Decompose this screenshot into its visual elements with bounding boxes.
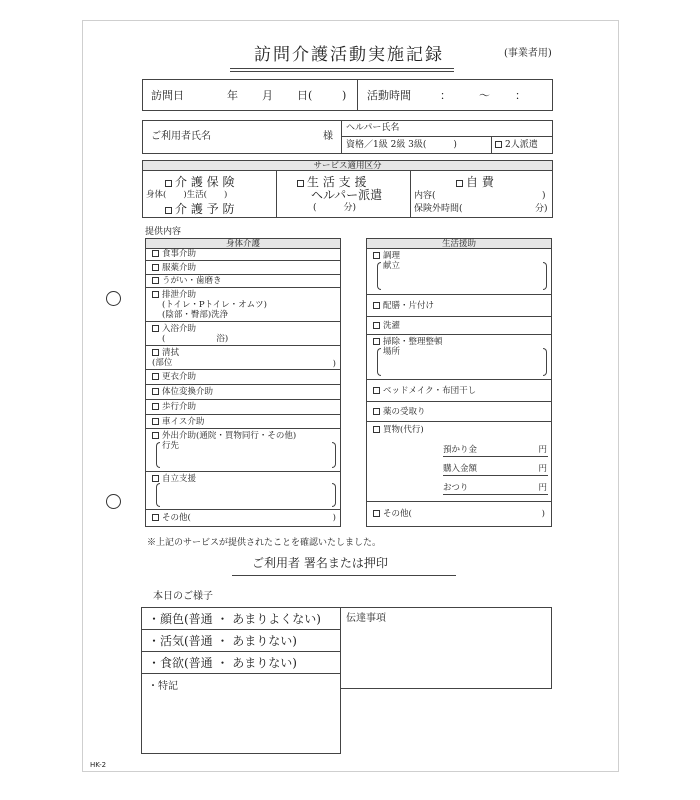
medication-checkbox[interactable] <box>152 264 159 271</box>
physical-care-table <box>145 238 341 527</box>
two-person-option[interactable]: 2人派遣 <box>495 141 538 150</box>
kaigo-yobou-checkbox[interactable] <box>165 207 172 214</box>
helper-haken-label: ヘルパー派遣 <box>311 188 383 202</box>
year-label: 年 <box>227 89 238 102</box>
form-code: HK-2 <box>90 761 107 769</box>
walking-checkbox[interactable] <box>152 403 159 410</box>
message-label: 伝達事項 <box>346 613 386 624</box>
kaigo-hoken-checkbox[interactable] <box>165 180 172 187</box>
physical-item-reposition[interactable]: 体位変換介助 <box>146 385 340 400</box>
confirm-note: ※上記のサービスが提供されたことを確認いたしました。 <box>147 538 382 548</box>
shopping-checkbox[interactable] <box>373 426 380 433</box>
purchase-yen: 円 <box>538 464 547 474</box>
life-item-bedmaking[interactable]: ベッドメイク・布団干し <box>367 380 551 402</box>
user-name-label: ご利用者氏名 <box>151 131 211 142</box>
change-yen: 円 <box>538 483 547 493</box>
hoken-gai-label: 保険外時間( <box>414 204 463 214</box>
service-type-header: サービス適用区分 <box>143 161 552 171</box>
life-item-shopping[interactable]: 買物(代行) 預かり金 円 購入金額 円 おつり 円 <box>367 422 551 502</box>
life-item-serving[interactable]: 配膳・片付け <box>367 295 551 317</box>
physical-item-dressing[interactable]: 更衣介助 <box>146 370 340 385</box>
physical-item-meal[interactable]: 食事介助 <box>146 249 340 261</box>
energy-row: ・活気(普通 ・ あまりない) <box>142 630 340 652</box>
seikatsu-shien-checkbox[interactable] <box>297 180 304 187</box>
outing-checkbox[interactable] <box>152 432 159 439</box>
physical-item-wipe[interactable]: 清拭 (部位 ) <box>146 346 340 370</box>
excretion-checkbox[interactable] <box>152 291 159 298</box>
physical-item-walking[interactable]: 歩行介助 <box>146 400 340 415</box>
time-colon-start: ： <box>440 89 451 102</box>
visit-date-label: 訪問日 <box>151 89 184 102</box>
bathing-sub: ( 浴) <box>162 334 229 345</box>
wheelchair-checkbox[interactable] <box>152 418 159 425</box>
life-other-checkbox[interactable] <box>373 510 380 517</box>
oral-checkbox[interactable] <box>152 277 159 284</box>
jihi-naiyou-close: ) <box>542 191 546 201</box>
signature-label: ご利用者 署名または押印 <box>252 556 388 570</box>
honorific-sama: 様 <box>323 131 333 142</box>
cooking-checkbox[interactable] <box>373 252 380 259</box>
copy-label: (事業者用) <box>504 48 552 59</box>
jihi-option[interactable]: 自 費 <box>456 176 494 188</box>
menu-label: 献立 <box>383 261 401 272</box>
destination-label: 行先 <box>162 441 180 452</box>
activity-time-label: 活動時間 <box>367 89 411 102</box>
binder-hole-bottom <box>106 494 121 509</box>
appetite-row: ・食欲(普通 ・ あまりない) <box>142 652 340 674</box>
meal-checkbox[interactable] <box>152 250 159 257</box>
visit-date-row <box>142 79 553 111</box>
dressing-checkbox[interactable] <box>152 373 159 380</box>
complexion-row: ・顔色(普通 ・ あまりよくない) <box>142 608 340 630</box>
bedmaking-checkbox[interactable] <box>373 387 380 394</box>
shintai-seikatsu-label: 身体( )生活( ) <box>146 190 228 200</box>
time-colon-end: ： <box>515 89 526 102</box>
provided-label: 提供内容 <box>145 227 182 237</box>
month-label: 月 <box>262 89 273 102</box>
condition-box <box>141 607 341 754</box>
excretion-sub2: (陰部・臀部)洗浄 <box>162 310 229 321</box>
day-label: 日( <box>297 89 313 102</box>
physical-item-medication[interactable]: 服薬介助 <box>146 261 340 275</box>
jihi-checkbox[interactable] <box>456 180 463 187</box>
physical-care-header: 身体介護 <box>146 239 340 249</box>
wipe-close: ) <box>332 359 336 369</box>
purchase-label: 購入金額 <box>443 464 478 474</box>
life-item-laundry[interactable]: 洗濯 <box>367 317 551 335</box>
physical-item-wheelchair[interactable]: 車イス介助 <box>146 415 340 429</box>
kaigo-yobou-option[interactable]: 介 護 予 防 <box>165 203 234 215</box>
physical-item-bathing[interactable]: 入浴介助 ( 浴) <box>146 322 340 346</box>
haken-minutes: ( 分) <box>313 203 357 213</box>
physical-other-checkbox[interactable] <box>152 514 159 521</box>
place-label: 場所 <box>383 347 401 358</box>
life-support-table <box>366 238 552 527</box>
seikatsu-shien-option[interactable]: 生 活 支 援 <box>297 176 366 188</box>
reposition-checkbox[interactable] <box>152 388 159 395</box>
life-item-medicine[interactable]: 薬の受取り <box>367 402 551 422</box>
physical-item-oral[interactable]: うがい・歯磨き <box>146 275 340 288</box>
life-item-other[interactable]: その他( ) <box>367 502 551 526</box>
kaigo-hoken-option[interactable]: 介 護 保 険 <box>165 176 234 188</box>
physical-item-independence[interactable]: 自立支援 <box>146 472 340 510</box>
deposit-yen: 円 <box>538 445 547 455</box>
laundry-checkbox[interactable] <box>373 322 380 329</box>
qualification-label: 資格／1級 2級 3級( ) <box>346 140 457 150</box>
serving-checkbox[interactable] <box>373 302 380 309</box>
life-item-cleaning[interactable]: 掃除・整理整頓 場所 <box>367 335 551 380</box>
physical-item-other[interactable]: その他( ) <box>146 510 340 526</box>
form-title: 訪問介護活動実施記録 <box>254 45 444 65</box>
medicine-checkbox[interactable] <box>373 408 380 415</box>
deposit-label: 預かり金 <box>443 445 478 455</box>
hoken-gai-close: 分) <box>535 204 548 214</box>
life-item-cooking[interactable]: 調理 献立 <box>367 249 551 295</box>
physical-item-outing[interactable]: 外出介助(通院・買物同行・その他) 行先 <box>146 429 340 472</box>
jihi-naiyou: 内容( <box>414 191 436 201</box>
helper-name-label: ヘルパー氏名 <box>346 123 400 133</box>
physical-item-excretion[interactable]: 排泄介助 (トイレ・Pトイレ・オムツ) (陰部・臀部)洗浄 <box>146 288 340 322</box>
bathing-checkbox[interactable] <box>152 325 159 332</box>
condition-label: 本日のご様子 <box>153 591 213 602</box>
change-label: おつり <box>443 483 469 493</box>
two-person-checkbox[interactable] <box>495 141 502 148</box>
independence-checkbox[interactable] <box>152 475 159 482</box>
life-support-header: 生活援助 <box>367 239 551 249</box>
excretion-sub1: (トイレ・Pトイレ・オムツ) <box>162 300 268 311</box>
cleaning-checkbox[interactable] <box>373 338 380 345</box>
wipe-sub: (部位 <box>152 358 173 369</box>
time-tilde: ～ <box>479 89 490 102</box>
weekday-close: ) <box>342 89 347 102</box>
wipe-checkbox[interactable] <box>152 349 159 356</box>
binder-hole-top <box>106 291 121 306</box>
special-notes-label: ・特記 <box>148 681 178 692</box>
